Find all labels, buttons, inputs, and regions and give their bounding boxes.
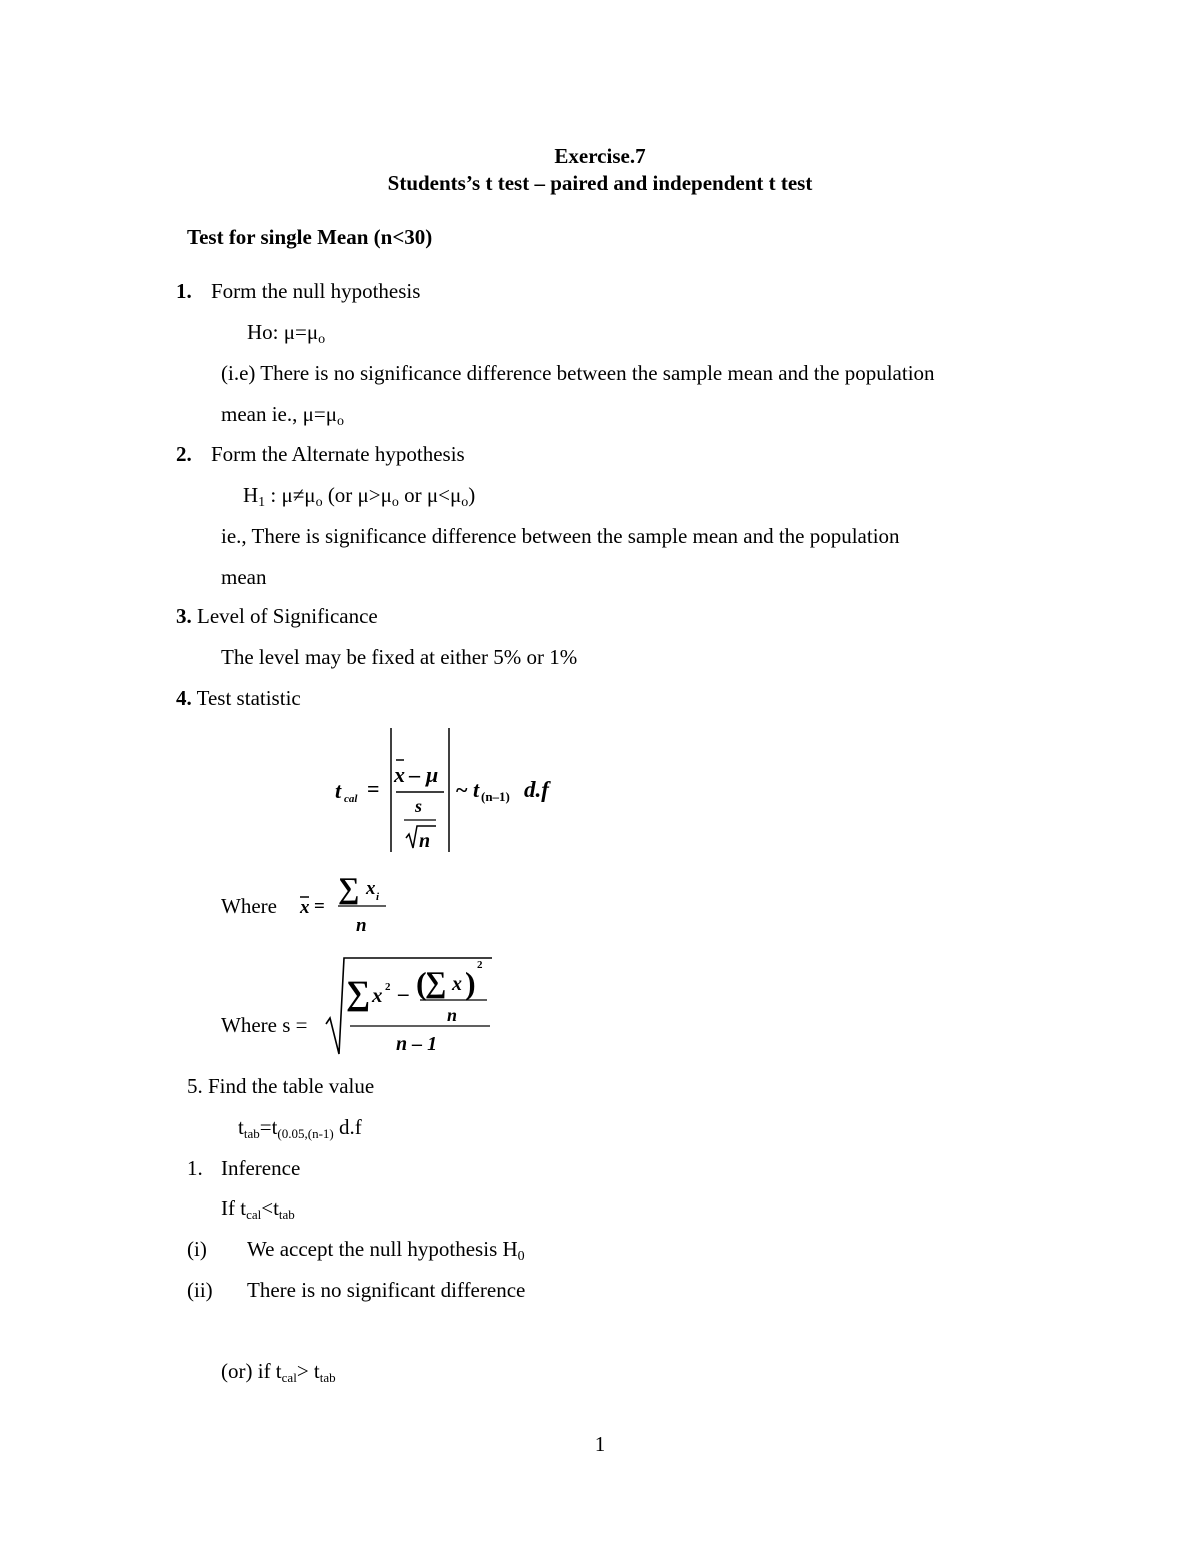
step-5-heading: 5. Find the table value	[187, 1074, 375, 1098]
mean-xi: x	[366, 878, 376, 899]
step-1-explanation: (i.e) There is no significance difference between the sample mean and the population	[221, 361, 935, 385]
mean-n: n	[356, 915, 367, 936]
std-x: x	[452, 973, 462, 995]
page-number: 1	[594, 1432, 606, 1456]
formula-minus: –	[409, 762, 420, 787]
inference-number: 1.	[187, 1156, 203, 1180]
std-n: n	[447, 1005, 458, 1025]
std-sum-2: ∑	[425, 966, 447, 999]
mean-formula	[294, 868, 404, 938]
std-dev-formula	[322, 950, 502, 1060]
std-x2: x	[372, 983, 383, 1007]
formula-sqrt-n: n	[419, 830, 431, 852]
where-label-2: Where s =	[221, 1013, 308, 1037]
std-two-2: 2	[477, 959, 483, 971]
step-3-text: The level may be fixed at either 5% or 1%	[221, 645, 578, 669]
formula-eq: =	[367, 776, 380, 801]
inference-condition: If $t_{cal}<t_{tab}$	[221, 1196, 295, 1222]
step-4-heading: 4. Test statistic	[176, 686, 301, 710]
step-2-label: Form the Alternate hypothesis	[211, 442, 465, 466]
alternate-condition: (or) if $t_{cal}> t_{tab}$	[221, 1359, 336, 1385]
formula-s: s	[415, 796, 423, 816]
table-value-formula: $t_{tab}=t_{(0.05,(n-1)}$ d.f	[238, 1115, 362, 1141]
formula-tilde: ~	[456, 777, 468, 802]
formula-mu: μ	[426, 762, 439, 787]
exercise-number: Exercise.7	[554, 144, 646, 168]
where-label-1: Where	[221, 894, 277, 918]
step-3-heading: 3. Level of Significance	[176, 604, 378, 628]
formula-xbar: x	[394, 762, 405, 787]
std-two-1: 2	[385, 981, 391, 993]
formula-t: t	[335, 778, 342, 803]
formula-t2: t	[473, 777, 480, 802]
section-heading: Test for single Mean (n<30)	[187, 225, 433, 249]
std-n-minus-1: n – 1	[396, 1033, 438, 1055]
mean-i: i	[376, 891, 380, 903]
std-lparen: (	[416, 965, 427, 1001]
t-statistic-formula	[320, 720, 580, 860]
document-title: Students’s t test – paired and independent t test	[387, 171, 813, 195]
mean-eq: =	[314, 896, 325, 917]
null-hypothesis: Ho: $\mu=\mu_o$	[247, 320, 326, 347]
std-minus: –	[398, 981, 409, 1005]
mean-sum: ∑	[338, 872, 360, 905]
std-sum-1: ∑	[346, 975, 371, 1012]
std-rparen: )	[465, 965, 476, 1001]
step-2-number: 2.	[176, 442, 192, 466]
step-1-label: Form the null hypothesis	[211, 279, 421, 303]
item-i-text: We accept the null hypothesis $H_0$	[247, 1237, 525, 1264]
item-i-number: (i)	[187, 1237, 207, 1261]
step-2-explanation-cont: mean	[221, 565, 267, 589]
step-1-number: 1.	[176, 279, 192, 303]
step-2-explanation: ie., There is significance difference between the sample mean and the population	[221, 524, 900, 548]
step-1-explanation-cont: mean ie., $\mu=\mu_o$	[221, 402, 344, 429]
formula-df: d.f	[524, 777, 549, 802]
item-ii-number: (ii)	[187, 1278, 213, 1302]
formula-cal: cal	[344, 793, 358, 805]
inference-label: Inference	[221, 1156, 301, 1180]
formula-n-minus-1: (n–1)	[481, 789, 510, 804]
mean-xbar: x	[300, 897, 310, 918]
alternate-hypothesis: $H_1$ : $\mu\ne\mu_o$ (or $\mu>\mu_o$ or $\mu<\mu_o$)	[243, 483, 476, 510]
item-ii-text: There is no significant difference	[247, 1278, 526, 1302]
